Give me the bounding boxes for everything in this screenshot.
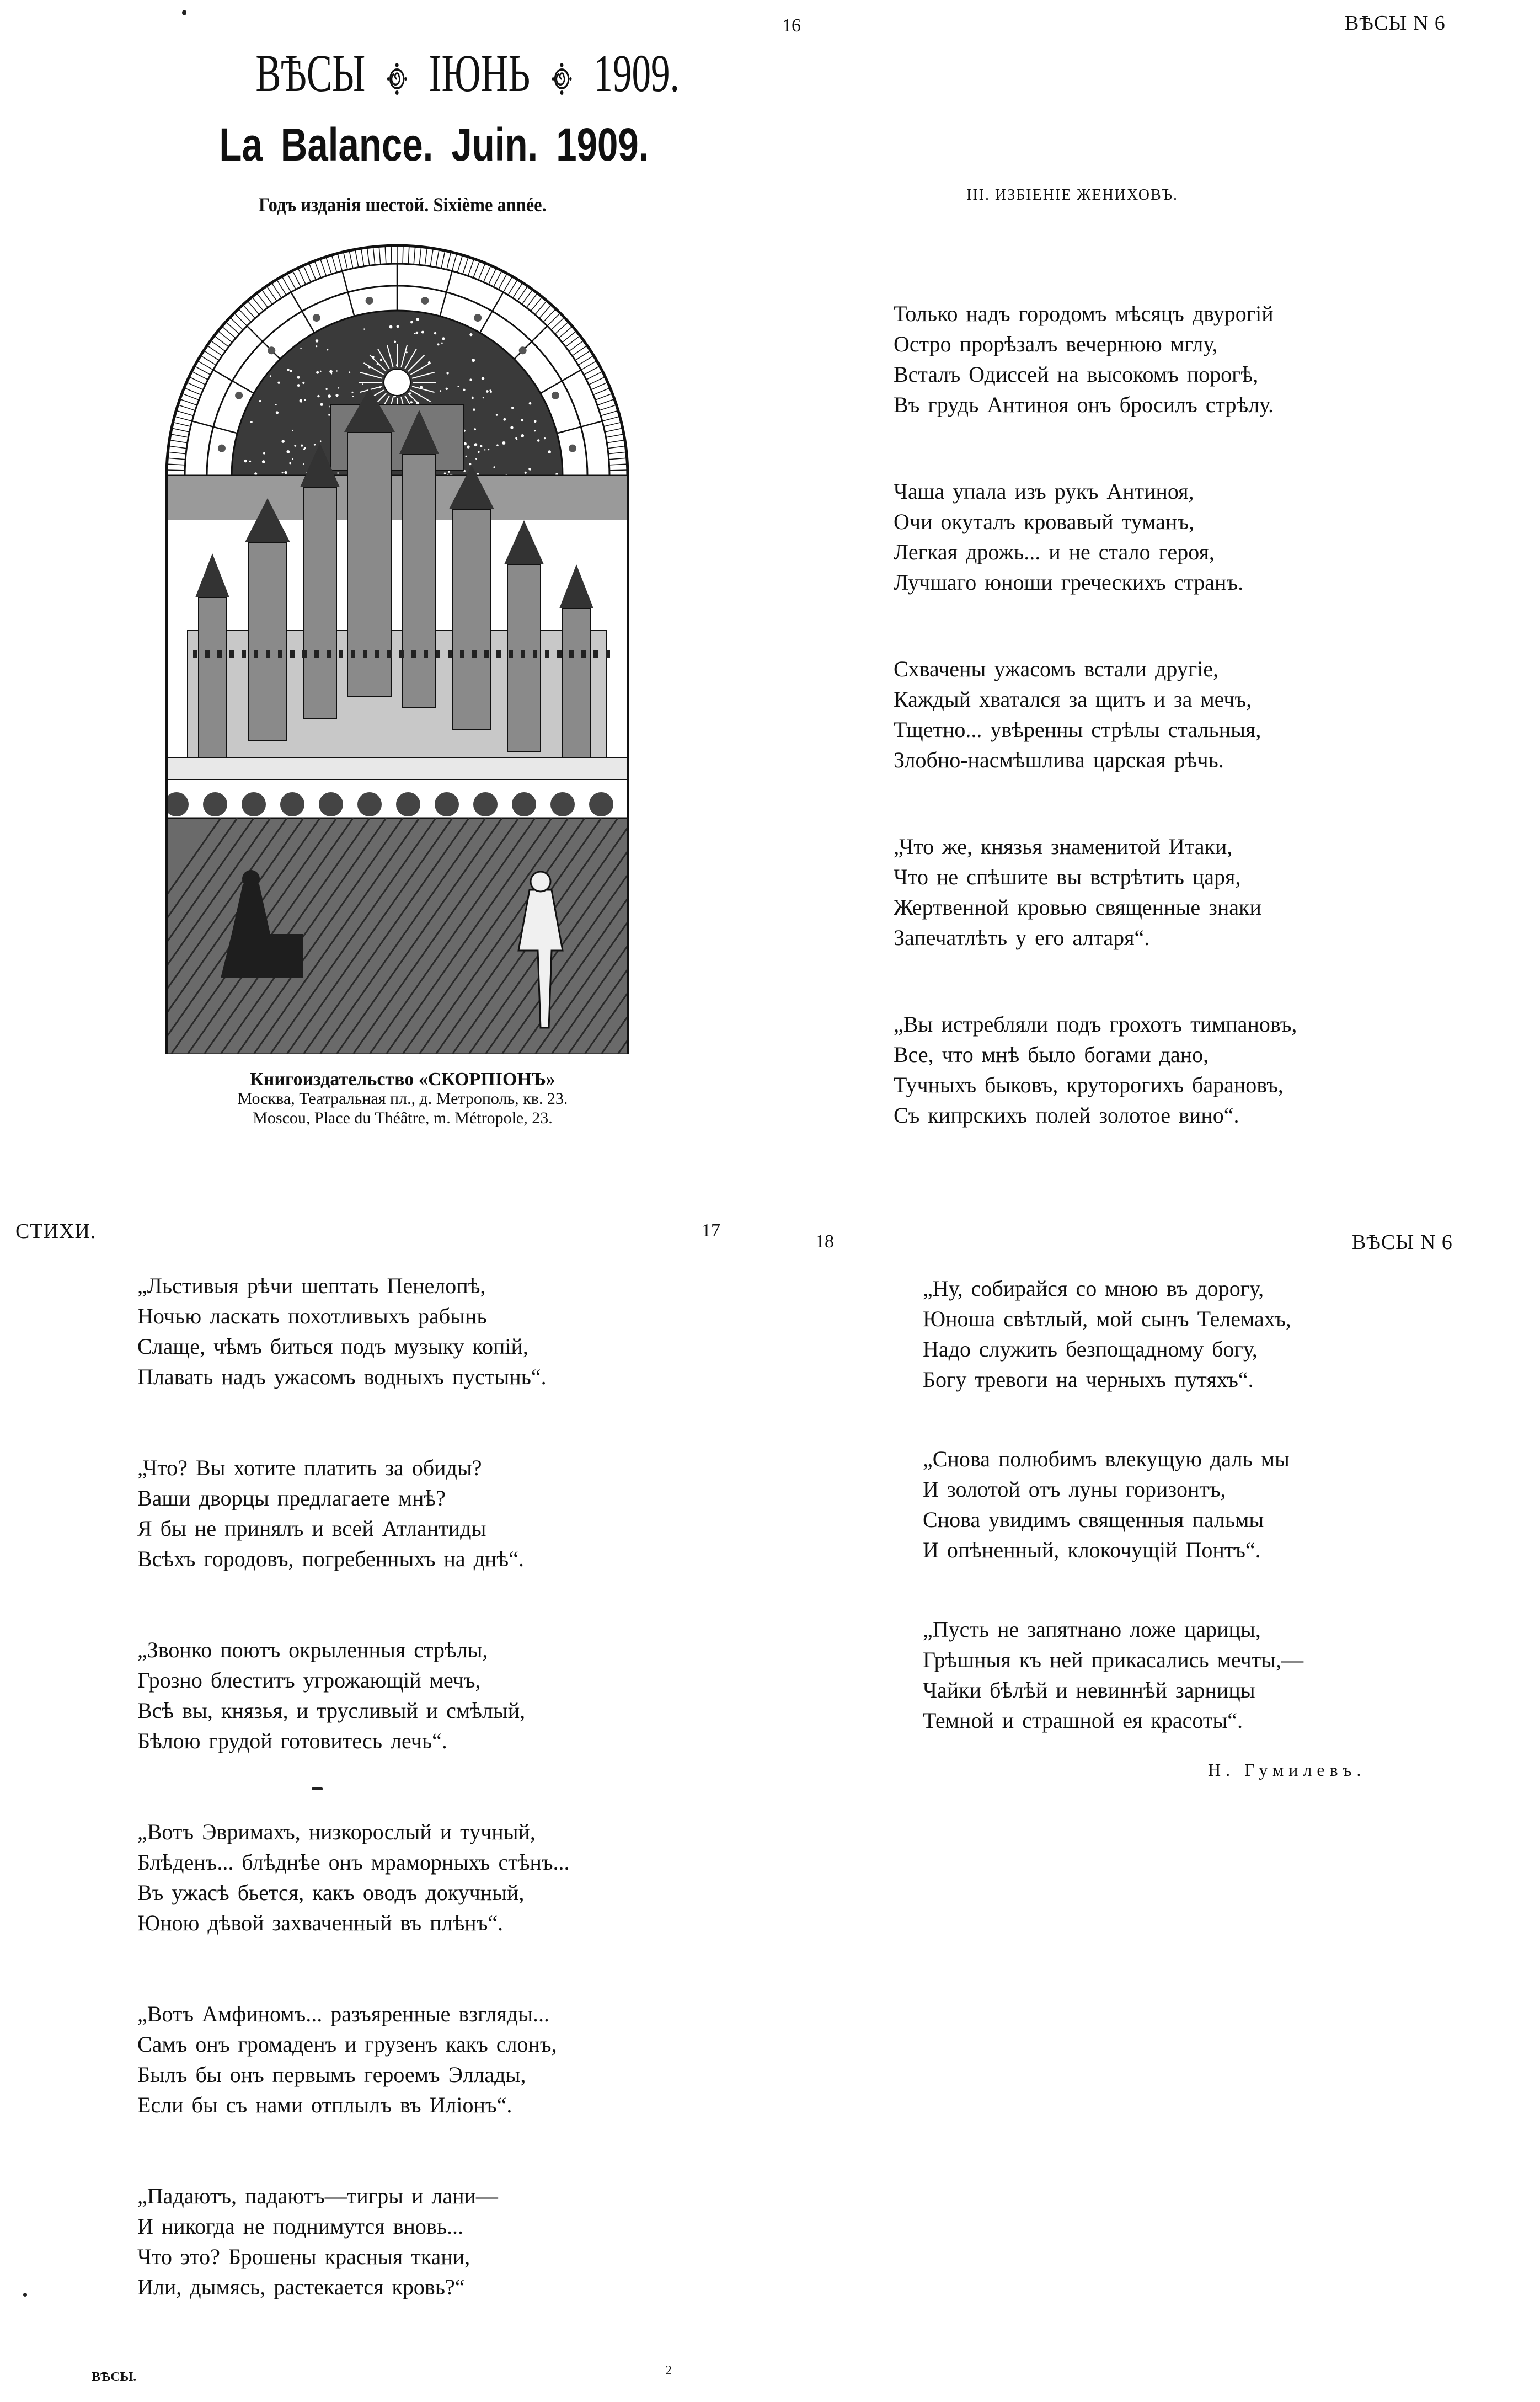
section-title: III. ИЗБІЕНІЕ ЖЕНИХОВЪ. (966, 186, 1178, 204)
star-icon (297, 376, 300, 379)
star-icon (259, 400, 261, 402)
stanza (137, 1271, 570, 1392)
castle-window (448, 650, 452, 658)
star-icon (416, 318, 420, 321)
poem-page17 (137, 1271, 570, 2363)
spiral-ornament-icon (387, 62, 407, 96)
star-icon (302, 382, 304, 384)
castle-tower (248, 542, 287, 741)
verse-line: Ваши дворцы предлагаете мнѣ? (137, 1486, 446, 1510)
zodiac-sign-icon (569, 445, 576, 452)
verse-line: Юною дѣвой захваченный въ плѣнъ“. (137, 1910, 504, 1935)
verse-line: Темной и страшной ея красоты“. (923, 1708, 1243, 1733)
stanza (137, 1635, 570, 1756)
star-icon (537, 439, 540, 442)
verse-line: „Звонко поютъ окрыленныя стрѣлы, (137, 1637, 488, 1662)
star-icon (444, 472, 446, 474)
stanza (923, 1614, 1303, 1736)
star-icon (317, 395, 319, 397)
castle-window (290, 650, 295, 658)
verse-line: Если бы съ нами отплылъ въ Иліонъ“. (137, 2093, 512, 2117)
running-head: СТИХИ. (15, 1220, 97, 1243)
star-icon (262, 460, 265, 463)
star-icon (482, 377, 484, 380)
star-icon (320, 403, 323, 406)
tree-icon (203, 792, 227, 816)
verse-line: Бѣлою грудой готовитесь лечь“. (137, 1728, 447, 1753)
castle-tower (507, 564, 541, 752)
star-icon (316, 345, 317, 347)
verse-line: Всѣ вы, князья, и трусливый и смѣлый, (137, 1698, 526, 1723)
verse-line: Все, что мнѣ было богами дано, (894, 1042, 1209, 1067)
verse-line: Грозно блеститъ угрожающій мечъ, (137, 1668, 481, 1693)
star-icon (351, 392, 353, 393)
star-icon (416, 332, 419, 334)
verse-line: Блѣденъ... блѣднѣе онъ мраморныхъ стѣнъ... (137, 1850, 570, 1875)
verse-line: Въ ужасѣ бьется, какъ оводъ докучный, (137, 1880, 525, 1905)
sun-icon (384, 369, 410, 396)
verse-line: „Снова полюбимъ влекущую даль мы (923, 1446, 1290, 1471)
star-icon (510, 426, 513, 429)
stanza (923, 1273, 1303, 1395)
verse-line: Всталъ Одиссей на высокомъ порогѣ, (894, 362, 1259, 387)
star-icon (525, 472, 527, 474)
verse-line: „Льстивыя рѣчи шептать Пенелопѣ, (137, 1273, 486, 1298)
page-number-17: 17 (702, 1220, 720, 1241)
tree-icon (242, 792, 266, 816)
star-icon (329, 370, 333, 373)
publisher-address-ru: Москва, Театральная пл., д. Метрополь, кв. 23. (237, 1090, 568, 1108)
castle-window (472, 650, 477, 658)
verse-line: Плавать надъ ужасомъ водныхъ пустынь“. (137, 1364, 547, 1389)
star-icon (530, 469, 531, 470)
star-icon (352, 396, 354, 397)
verse-line: Запечатлѣть у его алтаря“. (894, 925, 1150, 950)
verse-line: Слаще, чѣмъ биться подъ музыку копій, (137, 1334, 528, 1359)
castle-tower (303, 487, 336, 719)
castle-window (387, 650, 392, 658)
zodiac-sign-icon (474, 314, 482, 322)
star-icon (303, 448, 305, 450)
verse-line: Снова увидимъ священныя пальмы (923, 1507, 1264, 1532)
star-icon (511, 407, 514, 409)
castle-window (411, 650, 416, 658)
title-year: 1909. (593, 44, 680, 103)
publisher-address-fr: Moscou, Place du Théâtre, m. Métropole, 23. (253, 1109, 553, 1127)
star-icon (421, 331, 424, 334)
star-icon (327, 349, 328, 350)
castle-window (229, 650, 234, 658)
castle-window (314, 650, 319, 658)
castle-window (606, 650, 610, 658)
verse-line: Въ грудь Антиноя онъ бросилъ стрѣлу. (894, 392, 1274, 417)
star-icon (328, 414, 330, 416)
castle-window (509, 650, 513, 658)
publisher-name: Книгоиздательство «СКОРПІОНЪ» (250, 1069, 555, 1090)
star-icon (521, 434, 524, 437)
star-icon (300, 348, 301, 349)
star-icon (282, 472, 284, 473)
zodiac-sign-icon (268, 346, 275, 354)
star-icon (410, 321, 413, 323)
castle-window (557, 650, 562, 658)
verse-line: Былъ бы онъ первымъ героемъ Эллады, (137, 2062, 526, 2087)
star-icon (275, 404, 277, 405)
star-icon (290, 370, 292, 372)
tree-icon (165, 792, 189, 816)
star-icon (502, 441, 505, 445)
castle-window (363, 650, 367, 658)
figure-head (531, 872, 550, 892)
star-icon (294, 445, 296, 447)
cover-subtitle (165, 117, 649, 172)
verse-line: Всѣхъ городовъ, погребенныхъ на днѣ“. (137, 1546, 524, 1571)
verse-line: И золотой отъ луны горизонтъ, (923, 1477, 1226, 1502)
zodiac-sign-icon (552, 392, 559, 399)
star-icon (441, 343, 443, 344)
star-icon (397, 325, 399, 328)
castle-window (242, 650, 246, 658)
cloud-band (165, 476, 629, 520)
star-icon (337, 472, 339, 474)
verse-line: Лучшаго юноши греческихъ странъ. (894, 570, 1244, 595)
star-icon (484, 449, 486, 451)
verse-line: „Что же, князья знаменитой Итаки, (894, 834, 1233, 859)
stanza (894, 476, 1297, 597)
verse-line: Грѣшныя къ ней прикасались мечты,— (923, 1647, 1304, 1672)
star-icon (320, 371, 322, 372)
star-icon (529, 402, 532, 405)
castle-window (266, 650, 270, 658)
tree-icon (550, 792, 575, 816)
star-icon (469, 378, 472, 381)
star-icon (286, 450, 290, 453)
star-icon (465, 456, 467, 457)
star-icon (338, 387, 340, 389)
cover-engraving-illustration (165, 244, 629, 1054)
cover-year-line (165, 193, 640, 216)
verse-line: Богу тревоги на черныхъ путяхъ“. (923, 1367, 1254, 1392)
star-icon (292, 458, 293, 460)
star-icon (440, 390, 441, 392)
tree-icon (512, 792, 536, 816)
castle-window (424, 650, 428, 658)
cover-title (165, 43, 680, 104)
verse-line: „Вотъ Эвримахъ, низкорослый и тучный, (137, 1819, 536, 1844)
tree-icon (435, 792, 459, 816)
verse-line: Что это? Брошены красныя ткани, (137, 2244, 470, 2269)
verse-line: Ночью ласкать похотливыхъ рабынь (137, 1304, 487, 1328)
star-icon (349, 371, 350, 373)
castle-window (327, 650, 331, 658)
star-icon (544, 437, 546, 439)
star-icon (263, 452, 265, 455)
title-month: ІЮНЬ (429, 44, 531, 103)
tree-icon (319, 792, 343, 816)
verse-line: Самъ онъ громаденъ и грузенъ какъ слонъ, (137, 2032, 557, 2057)
stanza (137, 1453, 570, 1574)
star-icon (394, 340, 396, 343)
star-icon (297, 384, 300, 387)
star-icon (301, 445, 303, 447)
star-icon (473, 408, 475, 411)
verse-line: „Ну, собирайся со мною въ дорогу, (923, 1276, 1264, 1301)
castle-window (533, 650, 537, 658)
star-icon (490, 391, 491, 393)
star-icon (472, 359, 475, 362)
star-icon (336, 370, 337, 371)
star-icon (362, 383, 363, 385)
castle-tower (199, 597, 226, 763)
verse-line: Съ кипрскихъ полей золотое вино“. (894, 1103, 1239, 1128)
verse-line: Или, дымясь, растекается кровь?“ (137, 2275, 465, 2299)
stanza (894, 1009, 1297, 1130)
tower-spire (504, 520, 544, 564)
scan-speck (312, 1787, 323, 1790)
verse-line: И опѣненный, клокочущій Понтъ“. (923, 1538, 1261, 1562)
star-icon (469, 463, 471, 465)
star-icon (292, 430, 293, 431)
verse-line: „Что? Вы хотите платить за обиды? (137, 1455, 482, 1480)
stanza (923, 1444, 1303, 1565)
tower-spire (559, 564, 593, 608)
star-icon (521, 419, 523, 421)
star-icon (475, 458, 477, 460)
star-icon (335, 394, 338, 397)
page-number-16: 16 (782, 15, 801, 36)
star-icon (270, 375, 271, 377)
castle-window (193, 650, 197, 658)
zodiac-sign-icon (235, 392, 243, 399)
star-icon (277, 382, 280, 384)
scan-speck (23, 2293, 27, 2297)
tree-icon (280, 792, 304, 816)
castle-window (593, 650, 598, 658)
river-bank (165, 757, 629, 780)
verse-line: Очи окуталъ кровавый туманъ, (894, 509, 1195, 534)
castle-tower (563, 608, 590, 774)
star-icon (276, 411, 279, 414)
star-icon (389, 325, 393, 329)
star-icon (463, 388, 465, 391)
star-icon (503, 418, 506, 421)
verse-line: „Вотъ Амфиномъ... разъяренные взгляды... (137, 2001, 550, 2026)
castle-window (399, 650, 404, 658)
star-icon (472, 397, 474, 398)
tree-icon (589, 792, 613, 816)
poem-page16 (894, 298, 1297, 1187)
star-icon (303, 463, 304, 465)
castle-window (375, 650, 379, 658)
verse-line: Жертвенной кровью священные знаки (894, 895, 1261, 920)
verse-line: „Пусть не запятнано ложе царицы, (923, 1617, 1261, 1642)
verse-line: Легкая дрожь... и не стало героя, (894, 540, 1215, 564)
star-icon (249, 461, 251, 462)
star-icon (316, 339, 319, 343)
castle-tower (452, 509, 491, 730)
running-head: ВѢСЫ N 6 (1345, 12, 1446, 35)
year-line-text: Годъ изданія шестой. Sixième année. (259, 194, 547, 216)
castle-window (302, 650, 307, 658)
star-icon (457, 386, 459, 387)
star-icon (446, 372, 448, 374)
verse-line: Каждый хватался за щитъ и за мечъ, (894, 687, 1252, 712)
castle-tower (403, 454, 436, 708)
zodiac-tick (167, 470, 185, 471)
verse-line: Я бы не принялъ и всей Атлантиды (137, 1516, 486, 1541)
stanza (894, 831, 1297, 953)
stanza (137, 1817, 570, 1938)
scan-speck (182, 10, 186, 15)
star-icon (548, 450, 551, 453)
poem-page18 (923, 1273, 1303, 1785)
star-icon (437, 343, 440, 345)
star-icon (316, 371, 319, 374)
castle-window (484, 650, 489, 658)
star-icon (493, 466, 495, 468)
star-icon (405, 351, 407, 353)
verse-line: И никогда не поднимутся вновь... (137, 2214, 464, 2239)
castle-window (339, 650, 343, 658)
star-icon (244, 460, 247, 462)
verse-line: „Вы истребляли подъ грохотъ тимпановъ, (894, 1012, 1297, 1037)
zodiac-sign-icon (313, 314, 320, 322)
star-icon (469, 333, 472, 336)
subtitle-text: La Balance. Juin. 1909. (219, 119, 649, 170)
star-icon (463, 442, 467, 446)
star-icon (284, 471, 287, 474)
zodiac-tick (609, 470, 628, 471)
footer-journal-name: ВѢСЫ. (92, 2370, 137, 2384)
tree-icon (357, 792, 382, 816)
star-icon (414, 333, 416, 334)
castle-window (545, 650, 549, 658)
verse-line: „Падаютъ, падаютъ—тигры и лани— (137, 2184, 498, 2208)
star-icon (496, 444, 499, 446)
star-icon (314, 444, 316, 445)
verse-line: Что не спѣшите вы встрѣтить царя, (894, 864, 1241, 889)
castle-window (254, 650, 258, 658)
tower-spire (195, 553, 229, 597)
star-icon (299, 399, 302, 403)
page-number-18: 18 (815, 1231, 834, 1252)
star-icon (325, 388, 327, 390)
verse-line: Тщетно... увѣренны стрѣлы стальныя, (894, 717, 1261, 742)
castle-window (351, 650, 355, 658)
star-icon (281, 440, 285, 443)
verse-line: Злобно-насмѣшлива царская рѣчь. (894, 748, 1224, 772)
star-icon (442, 337, 445, 340)
footer-page-number: 2 (665, 2363, 672, 2378)
star-icon (515, 437, 517, 439)
star-icon (488, 449, 489, 450)
star-icon (496, 414, 498, 415)
verse-line: Только надъ городомъ мѣсяцъ двурогій (894, 301, 1274, 326)
star-icon (486, 390, 489, 393)
star-icon (474, 443, 477, 446)
star-icon (331, 373, 332, 374)
star-icon (483, 397, 484, 398)
star-icon (380, 359, 382, 361)
castle-window (436, 650, 440, 658)
star-icon (289, 462, 291, 465)
tree-icon (396, 792, 420, 816)
star-icon (534, 430, 536, 431)
star-icon (250, 421, 253, 423)
zodiac-sign-icon (519, 346, 527, 354)
castle-window (521, 650, 525, 658)
horseman-head (242, 870, 260, 888)
star-icon (320, 440, 322, 442)
running-head: ВѢСЫ N 6 (1352, 1231, 1453, 1254)
zodiac-tick (391, 245, 392, 264)
star-icon (304, 399, 306, 401)
verse-line: Надо служить безпощадному богу, (923, 1337, 1258, 1362)
title-vesy: ВѢСЫ (255, 44, 366, 103)
zodiac-sign-icon (421, 297, 429, 305)
castle-window (205, 650, 210, 658)
castle-window (569, 650, 574, 658)
spiral-ornament-icon (552, 62, 572, 96)
star-icon (534, 420, 537, 423)
stanza (137, 1999, 570, 2120)
verse-line: Остро прорѣзалъ вечернюю мглу, (894, 332, 1218, 356)
tree-icon (473, 792, 498, 816)
zodiac-sign-icon (218, 445, 226, 452)
star-icon (467, 445, 469, 448)
star-icon (410, 401, 413, 403)
verse-line: Тучныхъ быковъ, круторогихъ барановъ, (894, 1072, 1284, 1097)
castle-window (581, 650, 586, 658)
star-icon (287, 369, 290, 371)
zodiac-sign-icon (366, 297, 373, 305)
star-icon (328, 394, 331, 398)
star-icon (434, 332, 436, 334)
verse-line: Чайки бѣлѣй и невиннѣй зарницы (923, 1678, 1255, 1702)
stanza (137, 2181, 570, 2302)
star-icon (480, 445, 483, 447)
verse-line: Чаша упала изъ рукъ Антиноя, (894, 479, 1194, 504)
stanza (894, 654, 1297, 775)
castle-window (496, 650, 501, 658)
star-icon (478, 451, 480, 453)
author-signature: Н. Гумилевъ. (1208, 1760, 1366, 1780)
star-icon (363, 328, 365, 329)
star-icon (474, 428, 476, 430)
castle-window (278, 650, 282, 658)
castle-window (217, 650, 222, 658)
verse-line: Схвачены ужасомъ встали другіе, (894, 656, 1219, 681)
castle-window (460, 650, 464, 658)
verse-line: Юноша свѣтлый, мой сынъ Телемахъ, (923, 1306, 1291, 1331)
stanza (894, 298, 1297, 420)
star-icon (446, 388, 448, 390)
